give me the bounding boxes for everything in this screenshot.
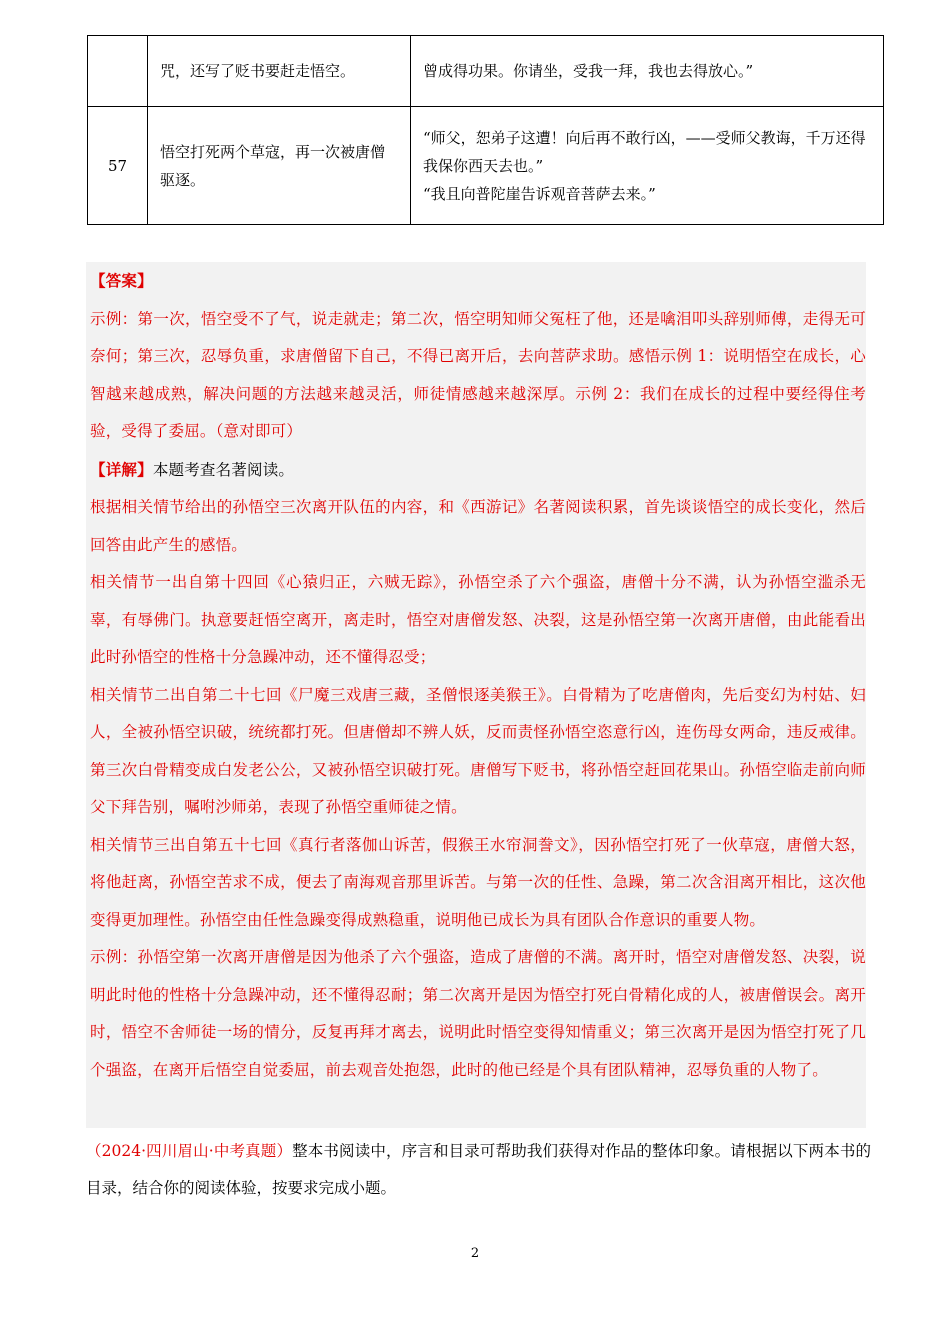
quote-text: 曾成得功果。你请坐，受我一拜，我也去得放心。” bbox=[423, 62, 754, 80]
quote-cell bbox=[411, 107, 884, 225]
question-text: 整本书阅读中，序言和目录可帮助我们获得对作品的整体印象。请根据以下两本书的目录，结合你的阅读体验，按要求完成小题。 bbox=[86, 1142, 871, 1197]
plot-cell bbox=[148, 107, 411, 225]
quote-text: “师父，恕弟子这遭！向后再不敢行凶，——受师父教诲，千万还得我保你西天去也。” bbox=[423, 128, 866, 175]
detail-heading bbox=[90, 451, 866, 490]
answer-heading bbox=[90, 262, 866, 301]
answer-tag: 【答案】 bbox=[90, 271, 153, 290]
table-row bbox=[88, 107, 884, 225]
detail-paragraph: 相关情节三出自第五十七回《真行者落伽山诉苦，假猴王水帘洞誊文》，因孙悟空打死了一伙草寇，唐僧大怒，将他赶离，孙悟空苦求不成，便去了南海观音那里诉苦。与第一次的任性、急躁，第二次含泪离开相比，这次他变得更加理性。孙悟空由任性急躁变得成熟稳重，说明他已成长为具有团队合作意识的重要人物。 bbox=[90, 835, 866, 929]
plot-cell bbox=[148, 36, 411, 107]
quote-cell bbox=[411, 36, 884, 107]
detail-paragraph: 根据相关情节给出的孙悟空三次离开队伍的内容，和《西游记》名著阅读积累，首先谈谈悟空的成长变化，然后回答由此产生的感悟。 bbox=[90, 498, 866, 554]
quote-text: “我且向普陀崖告诉观音菩萨去来。” bbox=[423, 184, 656, 203]
plot-text: 咒，还写了贬书要赶走悟空。 bbox=[160, 62, 356, 80]
detail-paragraph: 相关情节二出自第二十七回《尸魔三戏唐三藏，圣僧恨逐美猴王》。白骨精为了吃唐僧肉，先后变幻为村姑、妇人，全被孙悟空识破，统统都打死。但唐僧却不辨人妖，反而责怪孙悟空恣意行凶，连伤母女两命，违反戒律。第三次白骨精变成白发老公公，又被孙悟空识破打死。唐僧写下贬书，将孙悟空赶回花果山。孙悟空临走前向师父下拜告别，嘱咐沙师弟，表现了孙悟空重师徒之情。 bbox=[90, 685, 866, 816]
plot-table bbox=[87, 35, 884, 225]
question-source: （2024·四川眉山·中考真题） bbox=[86, 1142, 293, 1160]
plot-text: 悟空打死两个草寇，再一次被唐僧驱逐。 bbox=[160, 142, 386, 189]
answer-text: 示例：第一次，悟空受不了气，说走就走；第二次，悟空明知师父冤枉了他，还是噙泪叩头辞别师傅，走得无可奈何；第三次，忍辱负重，求唐僧留下自己，不得已离开后，去向菩萨求助。感悟示例 1：说明悟空在成长，心智越来越成熟，解决问题的方法越来越灵活，师徒情感越来越深厚。示例 2：我们在成长的过程中要经得住考验，受得了委屈。（意对即可） bbox=[90, 309, 866, 440]
detail-paragraph: 相关情节一出自第十四回《心猿归正，六贼无踪》，孙悟空杀了六个强盗，唐僧十分不满，认为孙悟空滥杀无辜，有辱佛门。执意要赶悟空离开，离走时，悟空对唐僧发怒、决裂，这是孙悟空第一次离开唐僧，由此能看出此时孙悟空的性格十分急躁冲动，还不懂得忍受； bbox=[90, 573, 866, 666]
detail-intro: 本题考查名著阅读。 bbox=[152, 460, 295, 479]
row-number: 57 bbox=[88, 107, 148, 225]
table-row bbox=[88, 36, 884, 107]
detail-tag: 【详解】 bbox=[90, 459, 153, 479]
detail-paragraph: 示例：孙悟空第一次离开唐僧是因为他杀了六个强盗，造成了唐僧的不满。离开时，悟空对唐僧发怒、决裂，说明此时他的性格十分急躁冲动，还不懂得忍耐；第二次离开是因为悟空打死白骨精化成的人，被唐僧误会。离开时，悟空不舍师徒一场的情分，反复再拜才离去，说明此时悟空变得知情重义；第三次离开是因为悟空打死了几个强盗，在离开后悟空自觉委屈，前去观音处抱怨，此时的他已经是个具有团队精神，忍辱负重的人物了。 bbox=[90, 948, 866, 1079]
row-number bbox=[88, 36, 148, 107]
page-number: 2 bbox=[470, 1246, 480, 1261]
answer-section bbox=[86, 262, 866, 1128]
next-question bbox=[86, 1133, 871, 1207]
